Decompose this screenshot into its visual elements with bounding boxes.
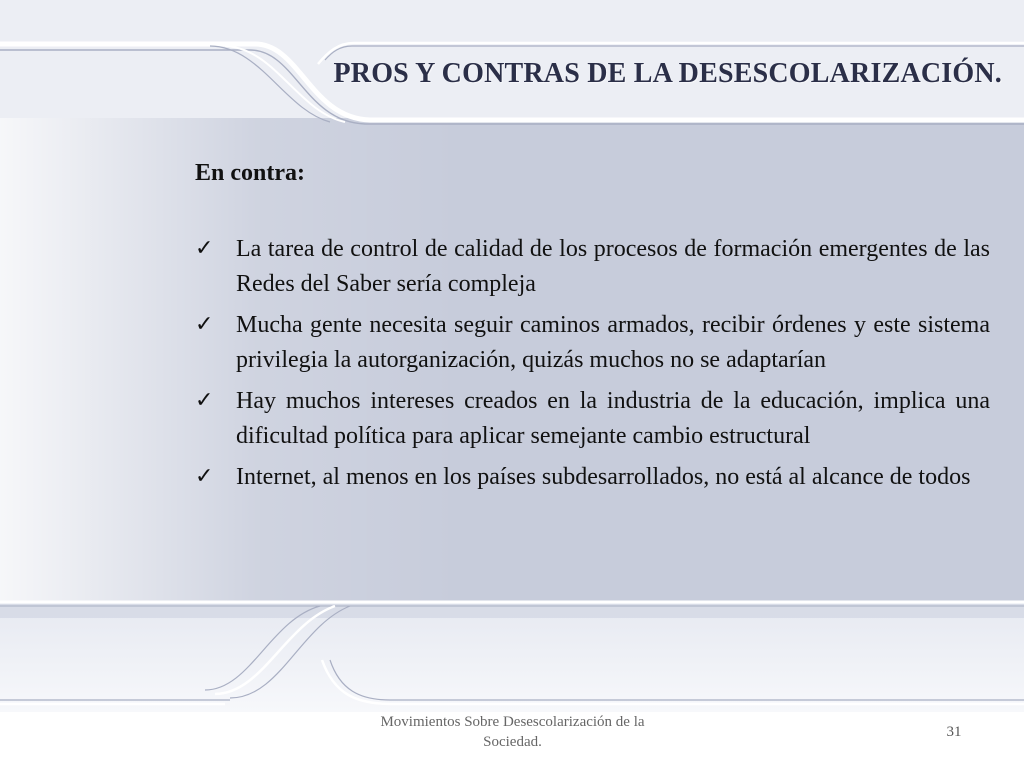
- list-item: [195, 232, 990, 301]
- bullet-text: La tarea de control de calidad de los procesos de formación emergentes de las Redes del Saber sería compleja: [236, 236, 990, 297]
- list-item: [195, 308, 990, 377]
- list-item: [195, 384, 990, 453]
- checkmark-icon: ✓: [195, 312, 214, 337]
- bullet-list: [195, 232, 990, 502]
- list-item: [195, 460, 990, 495]
- checkmark-icon: ✓: [195, 464, 214, 489]
- slide-title: PROS Y CONTRAS DE LA DESESCOLARIZACIÓN.: [333, 58, 1002, 89]
- section-subheading: En contra:: [195, 160, 305, 186]
- bullet-text: Internet, al menos en los países subdesarrollados, no está al alcance de todos: [236, 464, 971, 490]
- checkmark-icon: ✓: [195, 236, 214, 261]
- footer-text: Movimientos Sobre Desescolarización de la Sociedad.: [380, 714, 645, 750]
- bullet-text: Mucha gente necesita seguir caminos armados, recibir órdenes y este sistema privilegia la autorganización, quizás muchos no se adaptarían: [236, 312, 990, 373]
- bullet-text: Hay muchos intereses creados en la industria de la educación, implica una dificultad política para aplicar semejante cambio estructural: [236, 388, 990, 449]
- checkmark-icon: ✓: [195, 388, 214, 413]
- page-number: 31: [946, 724, 962, 740]
